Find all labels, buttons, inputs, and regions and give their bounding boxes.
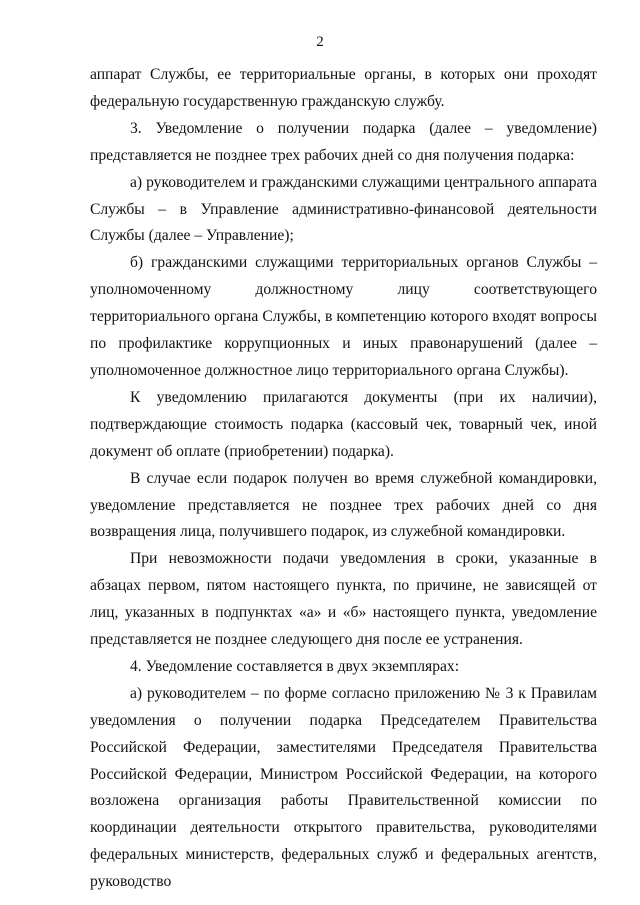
paragraph-item-4a: а) руководителем – по форме согласно приложению № 3 к Правилам уведомления о получении подарка Председателем Правительства Российской Федерации, заместителями Председателя Правительства Российской Федерации, Министром Российской Федерации, на которого возложена организация работы Правительственной комиссии по координации деятельности открытого правительства, руководителями федеральных министерств, федеральных служб и федеральных агентств, руководство	[90, 684, 597, 891]
paragraph-business-trip: В случае если подарок получен во время служебной командировки, уведомление представляется не позднее трех рабочих дней со дня возвращения лица, получившего подарок, из служебной командировки.	[90, 469, 597, 541]
paragraph-item-4: 4. Уведомление составляется в двух экземплярах:	[130, 657, 460, 675]
paragraph-intro-continuation: аппарат Службы, ее территориальные органы, в которых они проходят федеральную государственную гражданскую службу.	[90, 66, 597, 110]
paragraph-item-3b: б) гражданскими служащими территориальных органов Службы – уполномоченному должностному лицу соответствующего территориального органа Службы, в компетенцию которого входят вопросы по профилактике коррупционных и иных правонарушений (далее – уполномоченное должностное лицо территориального органа Службы).	[90, 254, 597, 379]
document-body	[90, 62, 597, 896]
paragraph-impossibility: При невозможности подачи уведомления в сроки, указанные в абзацах первом, пятом настоящего пункта, по причине, не зависящей от лиц, указанных в подпунктах «а» и «б» настоящего пункта, уведомление представляется не позднее следующего дня после ее устранения.	[90, 550, 597, 649]
page-number: 2	[316, 34, 324, 50]
paragraph-attachments: К уведомлению прилагаются документы (при их наличии), подтверждающие стоимость подарка (кассовый чек, товарный чек, иной документ об оплате (приобретении) подарка).	[90, 388, 597, 460]
paragraph-item-3a: а) руководителем и гражданскими служащими центрального аппарата Службы – в Управление административно-финансовой деятельности Службы (далее – Управление);	[90, 173, 597, 245]
paragraph-item-3: 3. Уведомление о получении подарка (далее – уведомление) представляется не позднее трех рабочих дней со дня получения подарка:	[90, 119, 597, 164]
